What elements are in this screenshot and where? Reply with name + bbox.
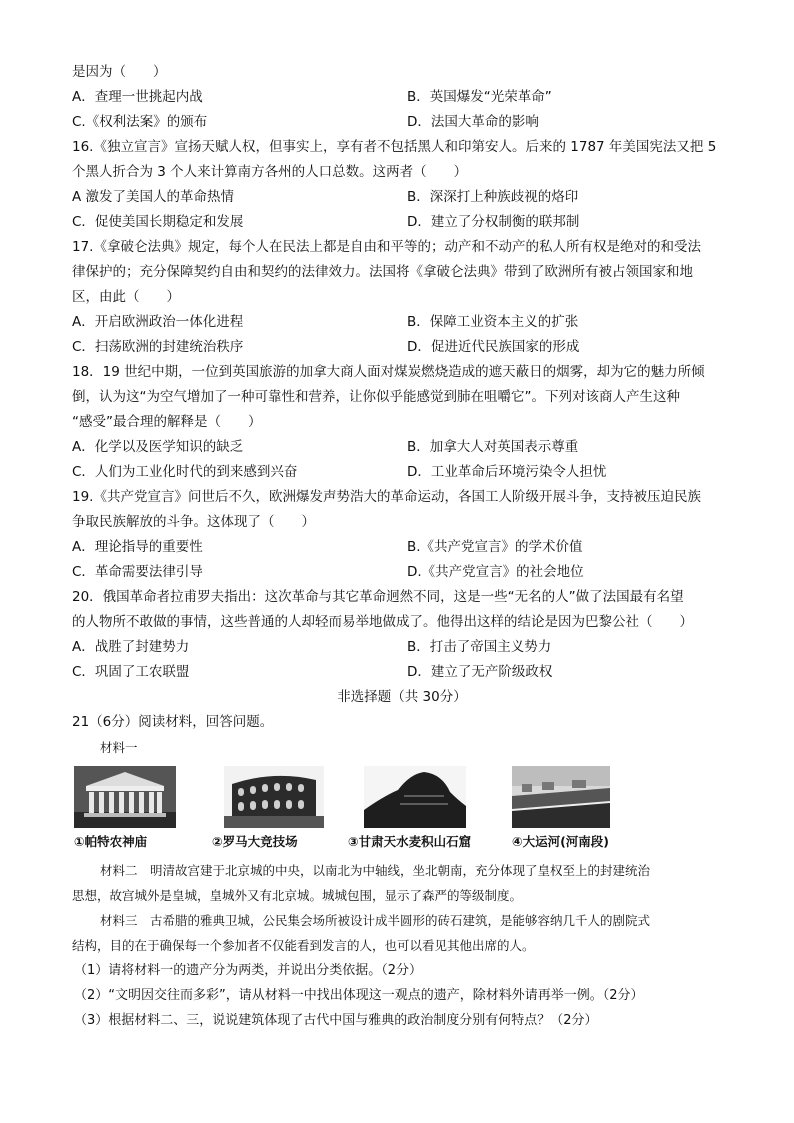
q15-option-a[interactable]: A．查理一世挑起内战 (72, 89, 203, 105)
q16-option-d[interactable]: D．建立了分权制衡的联邦制 (407, 214, 580, 230)
q17-options-row2 (72, 335, 732, 360)
material3-line: 材料三 古希腊的雅典卫城，公民集会场所被设计成半圆形的砖石建筑，是能够容纳几千人的剧院式 (100, 913, 651, 928)
q15-options-row2 (72, 110, 732, 135)
q15-option-c[interactable]: C.《权利法案》的颁布 (72, 114, 208, 130)
q20-option-c[interactable]: C．巩固了工农联盟 (72, 664, 190, 680)
q17-stem-line: 17.《拿破仑法典》规定，每个人在民法上都是自由和平等的；动产和不动产的私人所有权是绝对的和受法 (72, 239, 701, 255)
q17-option-c[interactable]: C．扫荡欧洲的封建统治秩序 (72, 339, 244, 355)
section-title: 非选择题（共 30分） (337, 689, 467, 705)
q19-stem-line: 19.《共产党宣言》问世后不久，欧洲爆发声势浩大的革命运动，各国工人阶级开展斗争，支持被压迫民族 (72, 489, 701, 505)
q15-options-row1 (72, 85, 732, 110)
subquestion-2: （2）“文明因交往而多彩”，请从材料一中找出体现这一观点的遗产，除材料外请再举一例。（2分） (74, 988, 644, 1003)
q20-stem-line: 20．俄国革命者拉甫罗夫指出：这次革命与其它革命迥然不同，这是一些“无名的人”做了法国最有名望 (72, 589, 684, 605)
exam-page (72, 60, 732, 1033)
caption-grand-canal: ④大运河(河南段) (512, 834, 610, 849)
q19-option-d[interactable]: D.《共产党宣言》的社会地位 (407, 564, 584, 580)
q19-option-b[interactable]: B.《共产党宣言》的学术价值 (407, 539, 583, 555)
q17-option-d[interactable]: D．促进近代民族国家的形成 (407, 339, 580, 355)
q18-stem-line: 倒，认为这“为空气增加了一种可靠性和营养，让你似乎能感觉到肺在咀嚼它”。下列对该商人产生这种 (72, 389, 680, 405)
subquestion-3: （3）根据材料二、三，说说建筑体现了古代中国与雅典的政治制度分别有何特点？（2分） (74, 1013, 598, 1028)
material1-images (72, 766, 732, 858)
q18-option-a[interactable]: A．化学以及医学知识的缺乏 (72, 439, 244, 455)
q20-option-d[interactable]: D．建立了无产阶级政权 (407, 664, 553, 680)
q18-option-d[interactable]: D．工业革命后环境污染令人担忧 (407, 464, 607, 480)
q19-options-row2 (72, 560, 732, 585)
q16-options-row1 (72, 185, 732, 210)
caption-colosseum: ②罗马大竞技场 (212, 834, 298, 849)
q20-stem-line: 的人物所不敢做的事情，这些普通的人却轻而易举地做成了。他得出这样的结论是因为巴黎公社（ ） (72, 614, 693, 630)
caption-parthenon: ①帕特农神庙 (74, 834, 148, 849)
material1-label: 材料一 (100, 740, 138, 755)
q18-option-c[interactable]: C．人们为工业化时代的到来感到兴奋 (72, 464, 298, 480)
q21-stem: 21（6分）阅读材料，回答问题。 (72, 714, 274, 730)
q15-tail: 是因为（ ） (72, 64, 167, 80)
q17-stem-line: 律保护的；充分保障契约自由和契约的法律效力。法国将《拿破仑法典》带到了欧洲所有被占领国家和地 (72, 264, 693, 280)
q18-stem-line: 18．19 世纪中期，一位到英国旅游的加拿大商人面对煤炭燃烧造成的遮天蔽日的烟雾，却为它的魅力所倾 (72, 364, 705, 380)
caption-maijishan: ③甘肃天水麦积山石窟 (348, 834, 472, 849)
parthenon-image (74, 766, 176, 828)
q15-option-b[interactable]: B．英国爆发“光荣革命” (407, 89, 552, 105)
q17-stem-line: 区，由此（ ） (72, 289, 180, 305)
q16-option-a[interactable]: A 激发了美国人的革命热情 (72, 189, 235, 205)
subquestion-1: （1）请将材料一的遗产分为两类，并说出分类依据。（2分） (74, 963, 423, 978)
maijishan-image (364, 766, 466, 828)
q18-options-row1 (72, 435, 732, 460)
q20-options-row1 (72, 635, 732, 660)
q20-options-row2 (72, 660, 732, 685)
q17-option-a[interactable]: A．开启欧洲政治一体化进程 (72, 314, 244, 330)
q16-option-c[interactable]: C．促使美国长期稳定和发展 (72, 214, 244, 230)
q18-options-row2 (72, 460, 732, 485)
q17-option-b[interactable]: B．保障工业资本主义的扩张 (407, 314, 579, 330)
q20-option-b[interactable]: B．打击了帝国主义势力 (407, 639, 552, 655)
material2-line: 思想，故宫城外是皇城，皇城外又有北京城。城城包围，显示了森严的等级制度。 (72, 888, 523, 903)
q18-stem-line: “感受”最合理的解释是（ ） (72, 414, 262, 430)
q16-option-b[interactable]: B．深深打上种族歧视的烙印 (407, 189, 579, 205)
q16-stem-line: 个黑人折合为 3 个人来计算南方各州的人口总数。这两者（ ） (72, 164, 468, 180)
q19-stem-line: 争取民族解放的斗争。这体现了（ ） (72, 514, 315, 530)
q19-option-a[interactable]: A．理论指导的重要性 (72, 539, 203, 555)
q16-options-row2 (72, 210, 732, 235)
q15-option-d[interactable]: D．法国大革命的影响 (407, 114, 539, 130)
colosseum-image (224, 766, 324, 828)
q20-option-a[interactable]: A．战胜了封建势力 (72, 639, 190, 655)
material2-line: 材料二 明清故宫建于北京城的中央，以南北为中轴线，坐北朝南，充分体现了皇权至上的封建统治 (100, 863, 651, 878)
grand-canal-image (512, 766, 610, 828)
q18-option-b[interactable]: B．加拿大人对英国表示尊重 (407, 439, 579, 455)
q19-options-row1 (72, 535, 732, 560)
q16-stem-line: 16.《独立宣言》宣扬天赋人权，但事实上，享有者不包括黑人和印第安人。后来的 1787 年美国宪法又把 5 (72, 139, 717, 155)
material3-line: 结构，目的在于确保每一个参加者不仅能看到发言的人，也可以看见其他出席的人。 (72, 938, 535, 953)
q17-options-row1 (72, 310, 732, 335)
q19-option-c[interactable]: C．革命需要法律引导 (72, 564, 203, 580)
